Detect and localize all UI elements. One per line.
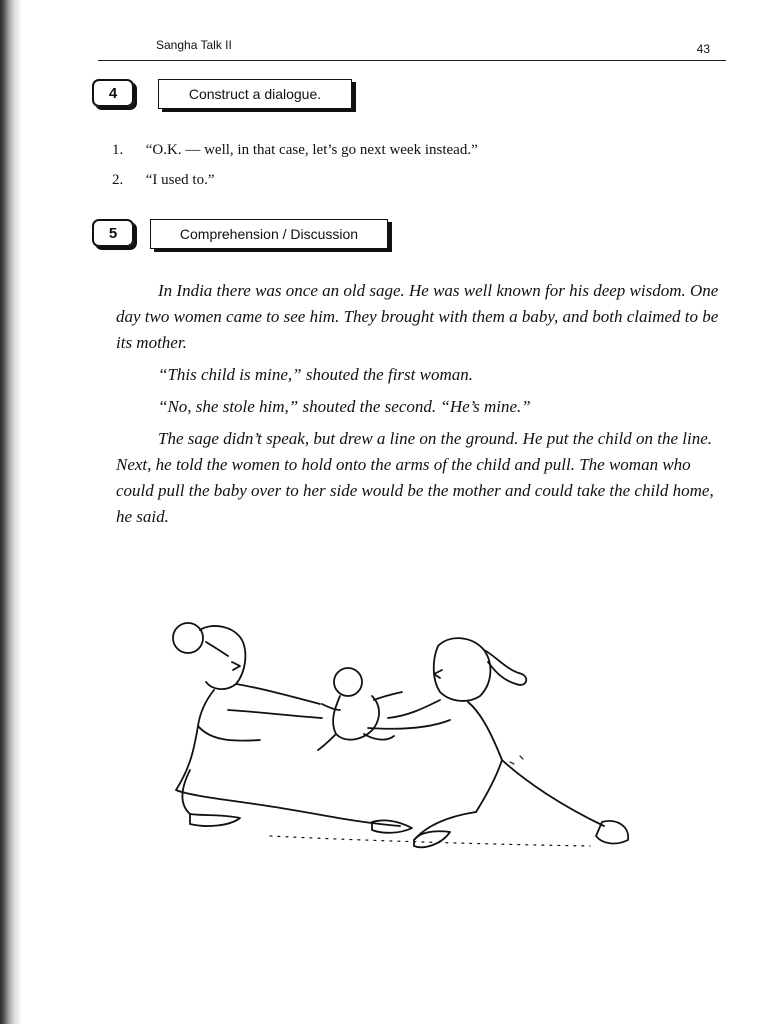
- section-label: Construct a dialogue.: [158, 79, 352, 109]
- section-number-badge: 4: [92, 79, 134, 107]
- list-item: [112, 168, 478, 198]
- story-paragraph: “No, she stole him,” shouted the second. “He’s mine.”: [158, 397, 531, 416]
- item-text: “I used to.”: [145, 172, 215, 188]
- section-label: Comprehension / Discussion: [150, 219, 388, 249]
- story-paragraph: The sage didn’t speak, but drew a line on the ground. He put the child on the line. Next, he told the women to hold onto the arms of the child and pull. The woman who could pull the baby over to her side would be the mother and could take the child home, he said.: [116, 429, 714, 526]
- second-woman-figure: [368, 638, 628, 847]
- section-number-badge: 5: [92, 219, 134, 247]
- page-header: [98, 36, 726, 61]
- story-paragraph: “This child is mine,” shouted the first woman.: [158, 365, 473, 384]
- item-number: 1.: [112, 142, 124, 158]
- baby-figure: [318, 668, 402, 750]
- book-title: Sangha Talk II: [156, 38, 232, 52]
- dialogue-list: [112, 138, 478, 198]
- list-item: [112, 138, 478, 168]
- story-paragraph: In India there was once an old sage. He was well known for his deep wisdom. One day two women came to see him. They brought with them a baby, and both claimed to be its mother.: [116, 281, 719, 352]
- two-women-pulling-baby-illustration: [150, 600, 650, 870]
- book-binding-shadow: [0, 0, 22, 1024]
- item-number: 2.: [112, 172, 124, 188]
- item-text: “O.K. — well, in that case, let’s go next week instead.”: [145, 142, 478, 158]
- ground-line: [270, 836, 590, 846]
- story-text: [116, 278, 720, 536]
- page-number: 43: [696, 42, 710, 56]
